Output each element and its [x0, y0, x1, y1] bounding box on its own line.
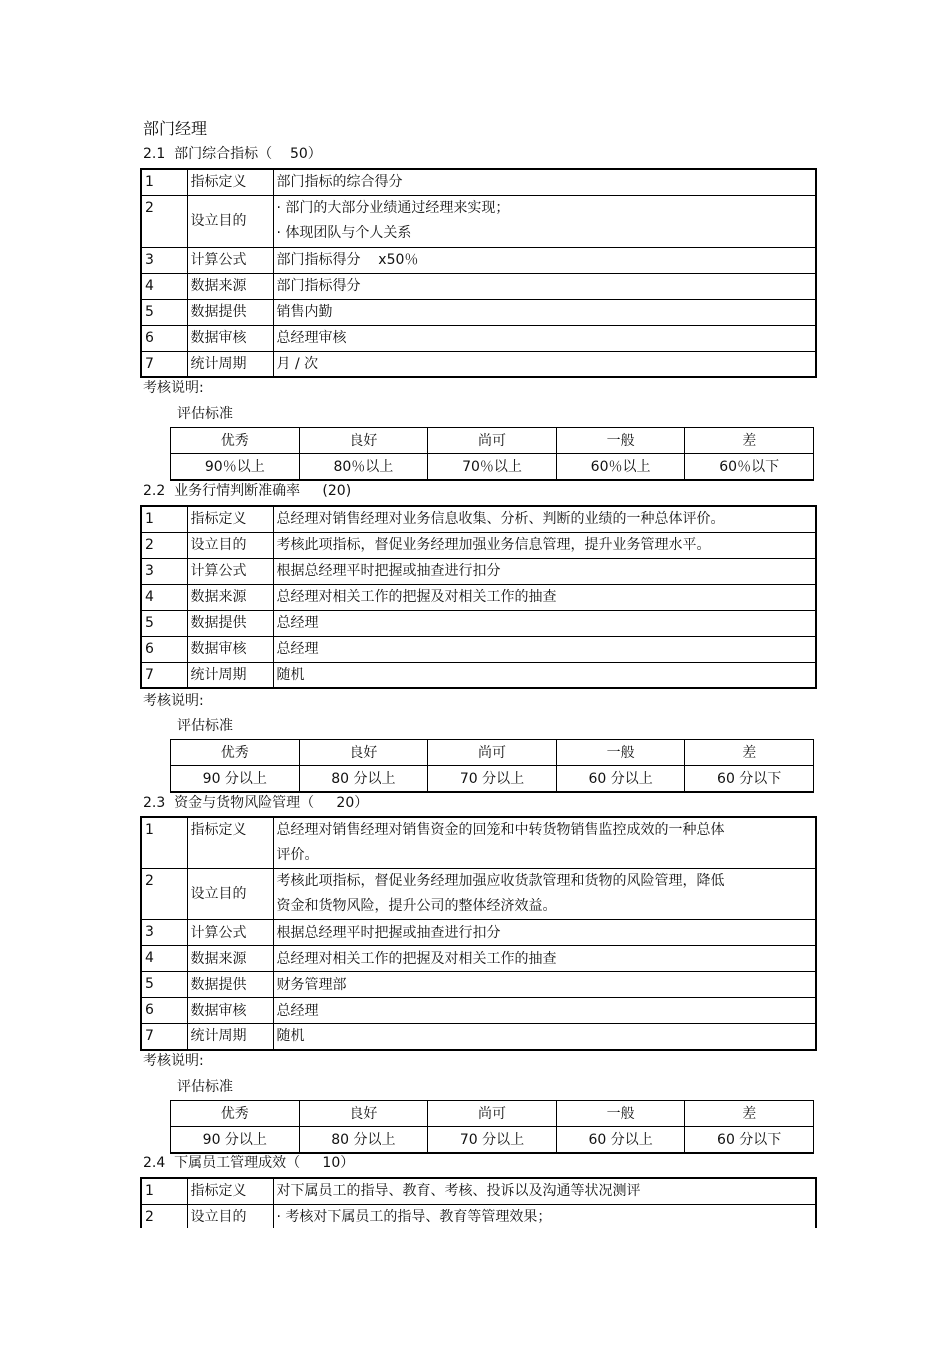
standard-label: 评估标准 — [177, 718, 233, 734]
row-label: 指标定义 — [187, 817, 273, 869]
grade-cell: 优秀 — [171, 740, 300, 766]
row-label: 指标定义 — [187, 1178, 273, 1204]
indicator-table-2-2 — [140, 505, 817, 689]
table-row — [141, 273, 816, 299]
table-row — [141, 351, 816, 377]
value-cell: 70％以上 — [428, 454, 557, 481]
row-content: 月 / 次 — [273, 351, 816, 377]
table-row — [141, 532, 816, 558]
row-content: 总经理对销售经理对业务信息收集、分析、判断的业绩的一种总体评价。 — [273, 506, 816, 532]
row-content: 部门指标的综合得分 — [273, 169, 816, 195]
section-heading-2-3: 2.3 资金与货物风险管理（ 20） — [143, 795, 369, 811]
row-number: 5 — [141, 972, 187, 998]
row-label: 数据提供 — [187, 299, 273, 325]
value-cell: 90 分以上 — [171, 766, 300, 793]
row-number: 2 — [141, 869, 187, 920]
value-cell: 60％以下 — [685, 454, 814, 481]
row-label: 设立目的 — [187, 195, 273, 247]
row-label: 数据提供 — [187, 972, 273, 998]
grade-cell: 一般 — [556, 428, 685, 454]
table-row — [141, 662, 816, 688]
grade-row — [171, 428, 814, 454]
indicator-table-2-4 — [140, 1177, 817, 1228]
value-cell: 90 分以上 — [171, 1127, 300, 1154]
content-line: 资金和货物风险，提升公司的整体经济效益。 — [276, 898, 557, 914]
row-number: 4 — [141, 273, 187, 299]
table-row — [141, 558, 816, 584]
row-label: 数据审核 — [187, 325, 273, 351]
content-line: 评价。 — [276, 847, 319, 863]
row-content — [273, 817, 816, 869]
table-row — [141, 1204, 816, 1228]
row-number: 1 — [141, 1178, 187, 1204]
standard-table-2-1 — [170, 427, 814, 481]
section-heading-2-4: 2.4 下属员工管理成效（ 10） — [143, 1155, 355, 1171]
row-number: 2 — [141, 1204, 187, 1228]
content-line: 总经理对销售经理对销售资金的回笼和中转货物销售监控成效的一种总体 — [276, 822, 725, 838]
value-cell: 60％以上 — [556, 454, 685, 481]
assessment-note: 考核说明: — [143, 693, 204, 709]
row-content: 总经理 — [273, 998, 816, 1024]
standard-table-2-2 — [170, 739, 814, 793]
row-content: 销售内勤 — [273, 299, 816, 325]
row-content: 部门指标得分 — [273, 273, 816, 299]
table-row — [141, 169, 816, 195]
row-number: 1 — [141, 169, 187, 195]
content-line: 考核此项指标，督促业务经理加强应收货款管理和货物的风险管理，降低 — [276, 873, 725, 889]
row-label: 指标定义 — [187, 506, 273, 532]
grade-cell: 优秀 — [171, 428, 300, 454]
row-label: 数据审核 — [187, 636, 273, 662]
value-cell: 70 分以上 — [428, 1127, 557, 1154]
table-row — [141, 972, 816, 998]
row-content: · 考核对下属员工的指导、教育等管理效果； — [273, 1204, 816, 1228]
row-content: 总经理审核 — [273, 325, 816, 351]
row-number: 3 — [141, 920, 187, 946]
row-label: 统计周期 — [187, 1024, 273, 1050]
table-row — [141, 817, 816, 869]
row-content: 考核此项指标，督促业务经理加强业务信息管理，提升业务管理水平。 — [273, 532, 816, 558]
row-content: 随机 — [273, 1024, 816, 1050]
table-row — [141, 247, 816, 273]
table-row — [141, 946, 816, 972]
row-content — [273, 869, 816, 920]
row-label: 数据提供 — [187, 610, 273, 636]
table-row — [141, 636, 816, 662]
content-line: · 体现团队与个人关系 — [276, 225, 412, 241]
section-heading-2-2: 2.2 业务行情判断准确率 (20) — [143, 483, 352, 499]
table-row — [141, 584, 816, 610]
table-row — [141, 506, 816, 532]
row-number: 3 — [141, 247, 187, 273]
row-content: 根据总经理平时把握或抽查进行扣分 — [273, 558, 816, 584]
row-content: 总经理 — [273, 610, 816, 636]
grade-cell: 尚可 — [428, 740, 557, 766]
row-number: 2 — [141, 195, 187, 247]
row-label: 统计周期 — [187, 662, 273, 688]
value-cell: 90％以上 — [171, 454, 300, 481]
row-number: 7 — [141, 662, 187, 688]
table-row — [141, 920, 816, 946]
section-heading-2-1: 2.1 部门综合指标（ 50） — [143, 146, 322, 162]
row-number: 7 — [141, 351, 187, 377]
row-number: 3 — [141, 558, 187, 584]
value-cell: 80％以上 — [299, 454, 428, 481]
row-content: 总经理对相关工作的把握及对相关工作的抽查 — [273, 584, 816, 610]
page-title: 部门经理 — [143, 119, 208, 138]
row-label: 统计周期 — [187, 351, 273, 377]
indicator-table-2-1 — [140, 168, 817, 378]
table-row — [141, 1178, 816, 1204]
grade-row — [171, 1101, 814, 1127]
table-row — [141, 998, 816, 1024]
grade-cell: 良好 — [299, 1101, 428, 1127]
grade-cell: 差 — [685, 1101, 814, 1127]
row-number: 1 — [141, 506, 187, 532]
row-content: 财务管理部 — [273, 972, 816, 998]
row-number: 5 — [141, 610, 187, 636]
grade-cell: 优秀 — [171, 1101, 300, 1127]
value-cell: 70 分以上 — [428, 766, 557, 793]
row-number: 4 — [141, 946, 187, 972]
grade-cell: 一般 — [556, 740, 685, 766]
row-label: 设立目的 — [187, 869, 273, 920]
row-content: 随机 — [273, 662, 816, 688]
row-number: 6 — [141, 998, 187, 1024]
row-label: 设立目的 — [187, 532, 273, 558]
row-number: 7 — [141, 1024, 187, 1050]
grade-cell: 差 — [685, 740, 814, 766]
grade-cell: 一般 — [556, 1101, 685, 1127]
row-number: 1 — [141, 817, 187, 869]
row-content: 总经理 — [273, 636, 816, 662]
row-label: 指标定义 — [187, 169, 273, 195]
row-content — [273, 195, 816, 247]
row-label: 计算公式 — [187, 558, 273, 584]
value-row — [171, 1127, 814, 1154]
value-cell: 60 分以下 — [685, 766, 814, 793]
value-cell: 80 分以上 — [299, 766, 428, 793]
row-label: 计算公式 — [187, 920, 273, 946]
standard-label: 评估标准 — [177, 406, 233, 422]
row-label: 计算公式 — [187, 247, 273, 273]
table-row — [141, 610, 816, 636]
standard-table-2-3 — [170, 1100, 814, 1154]
table-row — [141, 325, 816, 351]
table-row — [141, 1024, 816, 1050]
grade-cell: 良好 — [299, 740, 428, 766]
row-number: 6 — [141, 325, 187, 351]
row-content: 对下属员工的指导、教育、考核、投诉以及沟通等状况测评 — [273, 1178, 816, 1204]
row-content: 总经理对相关工作的把握及对相关工作的抽查 — [273, 946, 816, 972]
row-label: 数据来源 — [187, 273, 273, 299]
indicator-table-2-3 — [140, 816, 817, 1051]
value-row — [171, 454, 814, 481]
row-content: 部门指标得分 x50％ — [273, 247, 816, 273]
row-content: 根据总经理平时把握或抽查进行扣分 — [273, 920, 816, 946]
row-number: 5 — [141, 299, 187, 325]
value-cell: 60 分以下 — [685, 1127, 814, 1154]
row-number: 6 — [141, 636, 187, 662]
row-label: 数据审核 — [187, 998, 273, 1024]
assessment-note: 考核说明: — [143, 380, 204, 396]
table-row — [141, 869, 816, 920]
row-label: 设立目的 — [187, 1204, 273, 1228]
value-row — [171, 766, 814, 793]
standard-label: 评估标准 — [177, 1079, 233, 1095]
row-number: 4 — [141, 584, 187, 610]
grade-cell: 良好 — [299, 428, 428, 454]
row-label: 数据来源 — [187, 946, 273, 972]
grade-cell: 差 — [685, 428, 814, 454]
value-cell: 80 分以上 — [299, 1127, 428, 1154]
value-cell: 60 分以上 — [556, 1127, 685, 1154]
row-number: 2 — [141, 532, 187, 558]
grade-cell: 尚可 — [428, 428, 557, 454]
table-row — [141, 195, 816, 247]
grade-row — [171, 740, 814, 766]
assessment-note: 考核说明: — [143, 1053, 204, 1069]
row-label: 数据来源 — [187, 584, 273, 610]
value-cell: 60 分以上 — [556, 766, 685, 793]
grade-cell: 尚可 — [428, 1101, 557, 1127]
table-row — [141, 299, 816, 325]
content-line: · 部门的大部分业绩通过经理来实现； — [276, 200, 510, 216]
